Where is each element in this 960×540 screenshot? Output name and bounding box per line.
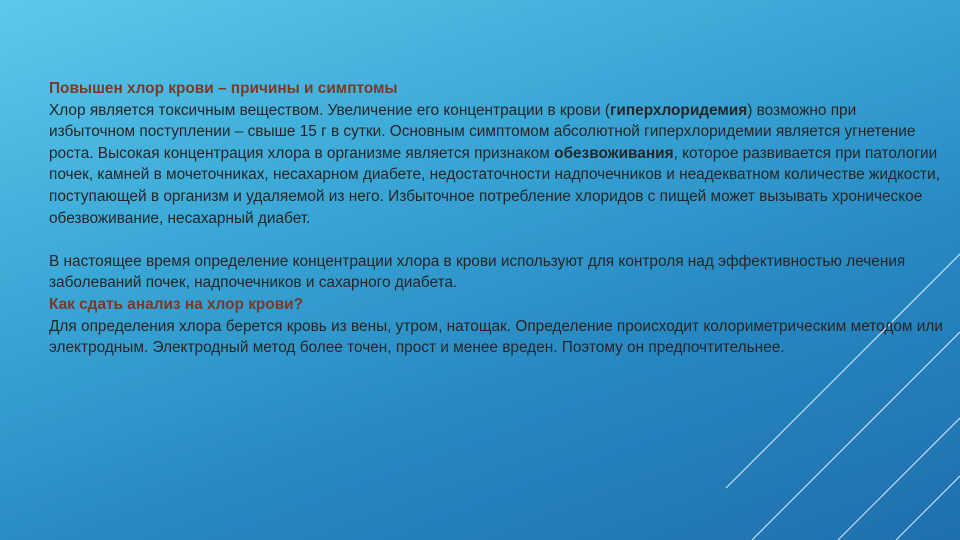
term-hyperchloridemia: гиперхлоридемия xyxy=(609,101,748,119)
section-heading-how-to-test: Как сдать анализ на хлор крови? xyxy=(49,295,304,313)
paragraph-symptoms: Хлор является токсичным веществом. Увеличение его концентрации в крови (гиперхлоридемия) возможно при избыточном поступлении – свыше 15 г в сутки. Основным симптомом абсолютной гиперхлоридемии является угнетение роста. Высокая концентрация хлора в организме является признаком обезвоживания, которое развивается при патологии почек, камней в мочеточниках, несахарном диабете, недостаточности надпочечников и неадекватном количестве жидкости, поступающей в организм и удаляемой из него. Избыточное потребление хлоридов с пищей может вызывать хроническое обезвоживание, несахарный диабет. xyxy=(49,101,940,227)
section-heading-symptoms: Повышен хлор крови – причины и симптомы xyxy=(49,80,398,97)
deco-line xyxy=(896,476,960,540)
deco-line xyxy=(752,332,960,540)
paragraph-method: Для определения хлора берется кровь из вены, утром, натощак. Определение происходит колориметрическим методом или электродным. Электродный метод более точен, прост и менее вреден. Поэтому он предпочтительнее. xyxy=(49,317,943,357)
paragraph-spacer xyxy=(49,229,944,251)
term-dehydration: обезвоживания xyxy=(554,144,674,162)
text-block xyxy=(49,78,944,359)
paragraph-usage: В настоящее время определение концентрации хлора в крови используют для контроля над эффективностью лечения заболеваний почек, надпочечников и сахарного диабета. xyxy=(49,252,906,292)
